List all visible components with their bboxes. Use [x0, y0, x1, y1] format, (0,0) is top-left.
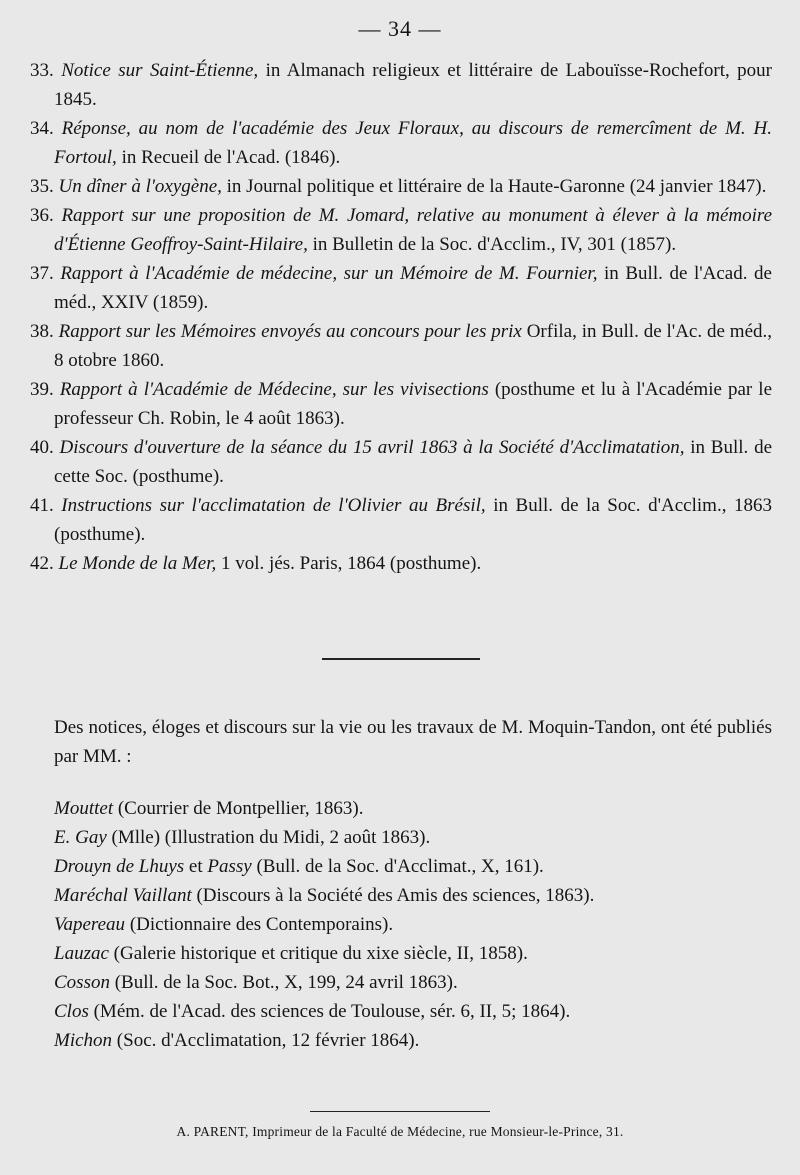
- bibliography-entry: [30, 433, 772, 491]
- author-name: Cosson: [54, 972, 110, 993]
- author-entry: [54, 823, 772, 852]
- author-entry: [54, 910, 772, 939]
- bibliography-list: [30, 56, 772, 578]
- author-name-second: Passy: [207, 856, 252, 877]
- entry-title: Rapport à l'Académie de Médecine, sur les vivisections: [59, 379, 489, 400]
- entry-title: Rapport sur une proposition de M. Jomard, relative au monument à élever à la mémoire d'Étienne Geoffroy-Saint-Hilaire,: [54, 205, 772, 255]
- entry-details: in Recueil de l'Acad. (1846).: [116, 147, 341, 168]
- author-source: (Soc. d'Acclimatation, 12 février 1864).: [112, 1030, 420, 1051]
- bibliography-entry: [30, 259, 772, 317]
- author-entry: [54, 968, 772, 997]
- entry-number: 33.: [30, 60, 54, 81]
- entry-title: Un dîner à l'oxygène,: [58, 176, 222, 197]
- entry-number: 34.: [30, 118, 54, 139]
- bibliography-entry: [30, 172, 772, 201]
- author-name: Vapereau: [54, 914, 126, 935]
- author-name: Mouttet: [54, 798, 114, 819]
- author-name: Lauzac: [54, 943, 109, 964]
- entry-number: 37.: [30, 263, 54, 284]
- author-source: (Bull. de la Soc. d'Acclimat., X, 161).: [251, 856, 544, 877]
- entry-details: in Bull. de la Soc. d'Acclim., 1863 (posthume).: [54, 495, 772, 545]
- bibliography-entry: [30, 114, 772, 172]
- bibliography-entry: [30, 317, 772, 375]
- entry-details: in Almanach religieux et littéraire de Labouïsse-Rochefort, pour 1845.: [54, 60, 772, 110]
- entry-details: in Bulletin de la Soc. d'Acclim., IV, 301 (1857).: [307, 234, 677, 255]
- author-source: (Dictionnaire des Contemporains).: [125, 914, 394, 935]
- entry-title: Réponse, au nom de l'académie des Jeux Floraux, au discours de remercîment de M. H. Fortoul,: [54, 118, 772, 168]
- author-name: Clos: [54, 1001, 89, 1022]
- bibliography-entry: [30, 549, 772, 578]
- entry-number: 36.: [30, 205, 54, 226]
- entry-details: (posthume et lu à l'Académie par le professeur Ch. Robin, le 4 août 1863).: [54, 379, 773, 429]
- authors-list: [54, 794, 772, 1055]
- page-number: — 34 —: [358, 16, 442, 41]
- author-entry: [54, 939, 772, 968]
- printer-imprint: A. PARENT, Imprimeur de la Faculté de Médecine, rue Monsieur-le-Prince, 31.: [176, 1124, 624, 1139]
- author-conjunction: et: [184, 856, 208, 877]
- entry-number: 35.: [30, 176, 54, 197]
- author-source: (Galerie historique et critique du xixe siècle, II, 1858).: [108, 943, 528, 964]
- author-source: (Mlle) (Illustration du Midi, 2 août 1863).: [106, 827, 431, 848]
- bibliography-entry: [30, 375, 772, 433]
- entry-details: in Bull. de l'Acad. de méd., XXIV (1859).: [54, 263, 772, 313]
- entry-number: 40.: [30, 437, 54, 458]
- author-source: (Mém. de l'Acad. des sciences de Toulouse, sér. 6, II, 5; 1864).: [88, 1001, 571, 1022]
- author-source: (Courrier de Montpellier, 1863).: [113, 798, 364, 819]
- author-entry: [54, 794, 772, 823]
- author-entry: [54, 1026, 772, 1055]
- author-entry: [54, 881, 772, 910]
- entry-details: 1 vol. jés. Paris, 1864 (posthume).: [216, 553, 482, 574]
- entry-details: in Bull. de cette Soc. (posthume).: [54, 437, 772, 487]
- entry-number: 39.: [30, 379, 54, 400]
- notices-intro-paragraph: Des notices, éloges et discours sur la vie ou les travaux de M. Moquin-Tandon, ont été publiés par MM. :: [54, 717, 772, 767]
- entry-number: 42.: [30, 553, 54, 574]
- footer-divider: [310, 1111, 490, 1112]
- entry-number: 38.: [30, 321, 54, 342]
- author-source: (Bull. de la Soc. Bot., X, 199, 24 avril 1863).: [109, 972, 458, 993]
- entry-title: Rapport sur les Mémoires envoyés au concours pour les prix: [58, 321, 522, 342]
- bibliography-entry: [30, 201, 772, 259]
- entry-title: Discours d'ouverture de la séance du 15 avril 1863 à la Société d'Acclimatation,: [59, 437, 685, 458]
- entry-details: Orfila, in Bull. de l'Ac. de méd., 8 otobre 1860.: [54, 321, 773, 371]
- entry-title: Instructions sur l'acclimatation de l'Olivier au Brésil,: [61, 495, 486, 516]
- bibliography-entry: [30, 56, 772, 114]
- section-divider: [322, 658, 480, 660]
- entry-title: Rapport à l'Académie de médecine, sur un Mémoire de M. Fournier,: [60, 263, 598, 284]
- entry-number: 41.: [30, 495, 54, 516]
- entry-title: Notice sur Saint-Étienne,: [61, 60, 259, 81]
- author-entry: [54, 997, 772, 1026]
- author-name: Drouyn de Lhuys: [54, 856, 185, 877]
- author-name: E. Gay: [54, 827, 107, 848]
- author-name: Michon: [54, 1030, 113, 1051]
- author-name: Maréchal Vaillant: [54, 885, 192, 906]
- bibliography-entry: [30, 491, 772, 549]
- author-entry: [54, 852, 772, 881]
- author-source: (Discours à la Société des Amis des sciences, 1863).: [191, 885, 595, 906]
- entry-details: in Journal politique et littéraire de la Haute-Garonne (24 janvier 1847).: [221, 176, 767, 197]
- entry-title: Le Monde de la Mer,: [58, 553, 217, 574]
